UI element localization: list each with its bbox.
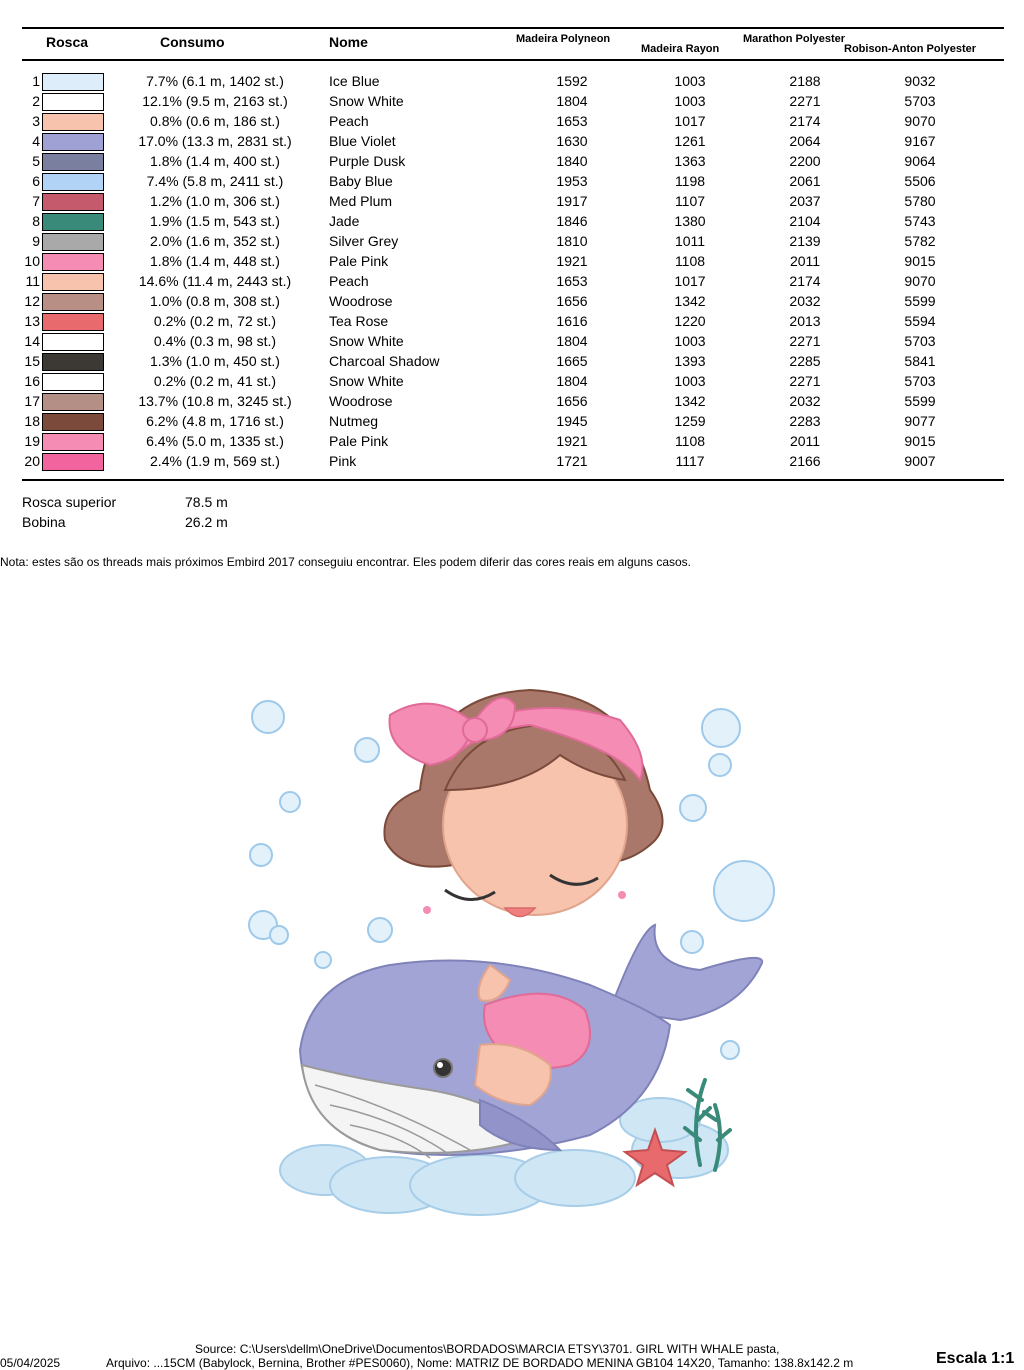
bobina-value: 26.2 m — [185, 514, 228, 530]
madeira-polyneon-code: 1653 — [556, 113, 588, 129]
madeira-polyneon-code: 1656 — [556, 293, 588, 309]
thread-name: Ice Blue — [329, 73, 380, 89]
color-swatch — [42, 413, 104, 431]
header-rosca: Rosca — [46, 34, 89, 50]
madeira-polyneon-code: 1921 — [556, 253, 588, 269]
thread-number: 5 — [32, 153, 40, 169]
thread-number: 7 — [32, 193, 40, 209]
robison-anton-code: 9077 — [904, 413, 936, 429]
footer-escala: Escala 1:1 — [936, 1350, 1015, 1367]
marathon-code: 2011 — [789, 433, 821, 449]
header-madeira-polyneon: Madeira Polyneon — [516, 33, 611, 45]
thread-number: 17 — [24, 393, 40, 409]
thread-number: 6 — [32, 173, 40, 189]
thread-name: Snow White — [329, 373, 404, 389]
color-swatch — [42, 93, 104, 111]
thread-consumption: 1.8% (1.4 m, 448 st.) — [150, 253, 280, 269]
bottom-rule — [22, 479, 1004, 481]
madeira-rayon-code: 1003 — [674, 93, 706, 109]
robison-anton-code: 9007 — [904, 453, 936, 469]
thread-name: Jade — [329, 213, 360, 229]
thread-number: 20 — [24, 453, 40, 469]
header-consumo: Consumo — [160, 34, 225, 50]
thread-row — [0, 312, 1024, 332]
thread-consumption: 0.8% (0.6 m, 186 st.) — [150, 113, 280, 129]
thread-row — [0, 372, 1024, 392]
madeira-polyneon-code: 1665 — [556, 353, 588, 369]
madeira-polyneon-code: 1921 — [556, 433, 588, 449]
color-swatch — [42, 253, 104, 271]
robison-anton-code: 9015 — [904, 253, 936, 269]
color-swatch — [42, 193, 104, 211]
madeira-rayon-code: 1363 — [674, 153, 706, 169]
madeira-polyneon-code: 1804 — [556, 333, 588, 349]
marathon-code: 2011 — [789, 253, 821, 269]
thread-row — [0, 112, 1024, 132]
thread-row — [0, 132, 1024, 152]
thread-number: 1 — [32, 73, 40, 89]
robison-anton-code: 5703 — [904, 373, 936, 389]
marathon-code: 2139 — [789, 233, 821, 249]
robison-anton-code: 9032 — [904, 73, 936, 89]
madeira-rayon-code: 1220 — [674, 313, 706, 329]
thread-name: Pale Pink — [329, 253, 389, 269]
thread-consumption: 1.3% (1.0 m, 450 st.) — [150, 353, 280, 369]
color-swatch — [42, 373, 104, 391]
marathon-code: 2174 — [789, 113, 821, 129]
thread-consumption: 2.0% (1.6 m, 352 st.) — [150, 233, 280, 249]
thread-row — [0, 352, 1024, 372]
header-marathon-polyester: Marathon Polyester — [743, 33, 846, 45]
footer-date: 05/04/2025 — [0, 1356, 61, 1370]
marathon-code: 2200 — [789, 153, 821, 169]
robison-anton-code: 5780 — [904, 193, 936, 209]
marathon-code: 2032 — [789, 393, 821, 409]
thread-name: Silver Grey — [329, 233, 399, 249]
marathon-code: 2271 — [789, 93, 821, 109]
robison-anton-code: 5703 — [904, 333, 936, 349]
madeira-polyneon-code: 1804 — [556, 93, 588, 109]
marathon-code: 2032 — [789, 293, 821, 309]
thread-row — [0, 252, 1024, 272]
madeira-rayon-code: 1108 — [674, 433, 706, 449]
thread-consumption: 7.7% (6.1 m, 1402 st.) — [146, 73, 284, 89]
marathon-code: 2013 — [789, 313, 821, 329]
madeira-rayon-code: 1017 — [674, 273, 706, 289]
madeira-rayon-code: 1342 — [674, 393, 706, 409]
robison-anton-code: 5703 — [904, 93, 936, 109]
thread-name: Baby Blue — [329, 173, 393, 189]
thread-name: Charcoal Shadow — [329, 353, 440, 369]
thread-name: Peach — [329, 113, 369, 129]
thread-consumption: 1.9% (1.5 m, 543 st.) — [150, 213, 280, 229]
madeira-rayon-code: 1003 — [674, 73, 706, 89]
robison-anton-code: 9167 — [904, 133, 936, 149]
header-madeira-rayon: Madeira Rayon — [641, 43, 720, 55]
robison-anton-code: 5743 — [904, 213, 936, 229]
thread-name: Pink — [329, 453, 357, 469]
madeira-polyneon-code: 1616 — [556, 313, 588, 329]
thread-number: 18 — [24, 413, 40, 429]
thread-row — [0, 72, 1024, 92]
thread-consumption: 0.4% (0.3 m, 98 st.) — [153, 333, 277, 349]
robison-anton-code: 9015 — [904, 433, 936, 449]
robison-anton-code: 5599 — [904, 293, 936, 309]
color-swatch — [42, 293, 104, 311]
marathon-code: 2283 — [789, 413, 821, 429]
thread-consumption: 13.7% (10.8 m, 3245 st.) — [138, 393, 292, 409]
thread-consumption: 7.4% (5.8 m, 2411 st.) — [146, 173, 284, 189]
footer-arquivo: Arquivo: ...15CM (Babylock, Bernina, Brother #PES0060), Nome: MATRIZ DE BORDADO MENINA GB104 14X20, Tamanho: 138.8x142.2 m — [106, 1356, 854, 1370]
whale-eye-icon — [434, 1059, 452, 1077]
madeira-polyneon-code: 1945 — [556, 413, 588, 429]
bobina-label: Bobina — [22, 514, 66, 530]
rosca-superior-value: 78.5 m — [185, 494, 228, 510]
color-swatch — [42, 313, 104, 331]
thread-name: Tea Rose — [329, 313, 389, 329]
color-swatch — [42, 153, 104, 171]
robison-anton-code: 9070 — [904, 113, 936, 129]
madeira-polyneon-code: 1953 — [556, 173, 588, 189]
madeira-polyneon-code: 1840 — [556, 153, 588, 169]
thread-name: Nutmeg — [329, 413, 379, 429]
thread-name: Woodrose — [329, 393, 393, 409]
thread-consumption: 14.6% (11.4 m, 2443 st.) — [138, 273, 292, 289]
color-swatch — [42, 433, 104, 451]
marathon-code: 2271 — [789, 333, 821, 349]
madeira-rayon-code: 1393 — [674, 353, 706, 369]
thread-name: Snow White — [329, 333, 404, 349]
thread-name: Peach — [329, 273, 369, 289]
thread-number: 11 — [25, 273, 40, 289]
robison-anton-code: 5594 — [904, 313, 936, 329]
madeira-polyneon-code: 1656 — [556, 393, 588, 409]
thread-number: 15 — [24, 353, 40, 369]
robison-anton-code: 9064 — [904, 153, 936, 169]
color-swatch — [42, 173, 104, 191]
thread-number: 8 — [32, 213, 40, 229]
thread-name: Snow White — [329, 93, 404, 109]
thread-number: 2 — [32, 93, 40, 109]
thread-consumption: 2.4% (1.9 m, 569 st.) — [150, 453, 280, 469]
rosca-superior-label: Rosca superior — [22, 494, 117, 510]
color-swatch — [42, 273, 104, 291]
madeira-rayon-code: 1259 — [674, 413, 706, 429]
madeira-polyneon-code: 1653 — [556, 273, 588, 289]
madeira-rayon-code: 1003 — [674, 333, 706, 349]
thread-row — [0, 272, 1024, 292]
thread-row — [0, 92, 1024, 112]
thread-row — [0, 412, 1024, 432]
marathon-code: 2174 — [789, 273, 821, 289]
thread-name: Med Plum — [329, 193, 393, 209]
thread-number: 14 — [24, 333, 40, 349]
marathon-code: 2104 — [789, 213, 821, 229]
robison-anton-code: 5782 — [904, 233, 936, 249]
madeira-rayon-code: 1117 — [675, 453, 705, 469]
madeira-rayon-code: 1107 — [674, 193, 706, 209]
marathon-code: 2271 — [789, 373, 821, 389]
thread-row — [0, 452, 1024, 472]
thread-consumption: 0.2% (0.2 m, 41 st.) — [153, 373, 277, 389]
robison-anton-code: 9070 — [904, 273, 936, 289]
marathon-code: 2188 — [789, 73, 821, 89]
marathon-code: 2064 — [789, 133, 821, 149]
color-swatch — [42, 453, 104, 471]
madeira-rayon-code: 1342 — [674, 293, 706, 309]
thread-consumption: 0.2% (0.2 m, 72 st.) — [153, 313, 277, 329]
madeira-rayon-code: 1261 — [674, 133, 706, 149]
thread-row — [0, 332, 1024, 352]
thread-number: 13 — [24, 313, 40, 329]
thread-number: 12 — [24, 293, 40, 309]
footer-source: Source: C:\Users\dellm\OneDrive\Documentos\BORDADOS\MARCIA ETSY\3701. GIRL WITH WHALE pasta, — [195, 1342, 780, 1356]
thread-row — [0, 212, 1024, 232]
thread-row — [0, 292, 1024, 312]
embroidery-preview — [230, 680, 790, 1240]
thread-consumption: 6.4% (5.0 m, 1335 st.) — [146, 433, 284, 449]
thread-consumption: 1.0% (0.8 m, 308 st.) — [150, 293, 280, 309]
thread-name: Pale Pink — [329, 433, 389, 449]
robison-anton-code: 5841 — [904, 353, 936, 369]
thread-row — [0, 172, 1024, 192]
madeira-rayon-code: 1108 — [674, 253, 706, 269]
thread-consumption: 1.2% (1.0 m, 306 st.) — [150, 193, 280, 209]
thread-number: 19 — [24, 433, 40, 449]
madeira-polyneon-code: 1846 — [556, 213, 588, 229]
madeira-rayon-code: 1003 — [674, 373, 706, 389]
thread-name: Purple Dusk — [329, 153, 406, 169]
thread-consumption: 1.8% (1.4 m, 400 st.) — [150, 153, 280, 169]
color-swatch — [42, 213, 104, 231]
marathon-code: 2285 — [789, 353, 821, 369]
madeira-rayon-code: 1380 — [674, 213, 706, 229]
madeira-rayon-code: 1017 — [674, 113, 706, 129]
madeira-polyneon-code: 1592 — [556, 73, 588, 89]
color-swatch — [42, 233, 104, 251]
thread-row — [0, 232, 1024, 252]
thread-number: 3 — [32, 113, 40, 129]
robison-anton-code: 5599 — [904, 393, 936, 409]
madeira-polyneon-code: 1810 — [556, 233, 588, 249]
color-swatch — [42, 353, 104, 371]
thread-consumption: 17.0% (13.3 m, 2831 st.) — [138, 133, 292, 149]
robison-anton-code: 5506 — [904, 173, 936, 189]
madeira-rayon-code: 1011 — [674, 233, 706, 249]
marathon-code: 2166 — [789, 453, 821, 469]
header-rule — [22, 59, 1004, 61]
madeira-polyneon-code: 1630 — [556, 133, 588, 149]
top-rule — [22, 27, 1004, 29]
header-nome: Nome — [329, 34, 368, 50]
madeira-rayon-code: 1198 — [674, 173, 706, 189]
madeira-polyneon-code: 1721 — [556, 453, 588, 469]
thread-number: 16 — [24, 373, 40, 389]
header-robison-anton: Robison-Anton Polyester — [844, 43, 977, 55]
thread-name: Woodrose — [329, 293, 393, 309]
madeira-polyneon-code: 1804 — [556, 373, 588, 389]
thread-number: 4 — [32, 133, 40, 149]
thread-row — [0, 392, 1024, 412]
thread-row — [0, 152, 1024, 172]
thread-row — [0, 192, 1024, 212]
color-swatch — [42, 393, 104, 411]
color-swatch — [42, 133, 104, 151]
madeira-polyneon-code: 1917 — [556, 193, 588, 209]
thread-number: 10 — [24, 253, 40, 269]
color-swatch — [42, 333, 104, 351]
color-swatch — [42, 73, 104, 91]
thread-number: 9 — [32, 233, 40, 249]
thread-consumption: 12.1% (9.5 m, 2163 st.) — [142, 93, 288, 109]
thread-row — [0, 432, 1024, 452]
marathon-code: 2061 — [789, 173, 821, 189]
thread-consumption: 6.2% (4.8 m, 1716 st.) — [146, 413, 284, 429]
note-text: Nota: estes são os threads mais próximos Embird 2017 conseguiu encontrar. Eles podem diferir das cores reais em alguns casos. — [0, 555, 692, 569]
marathon-code: 2037 — [789, 193, 821, 209]
color-swatch — [42, 113, 104, 131]
thread-name: Blue Violet — [329, 133, 396, 149]
